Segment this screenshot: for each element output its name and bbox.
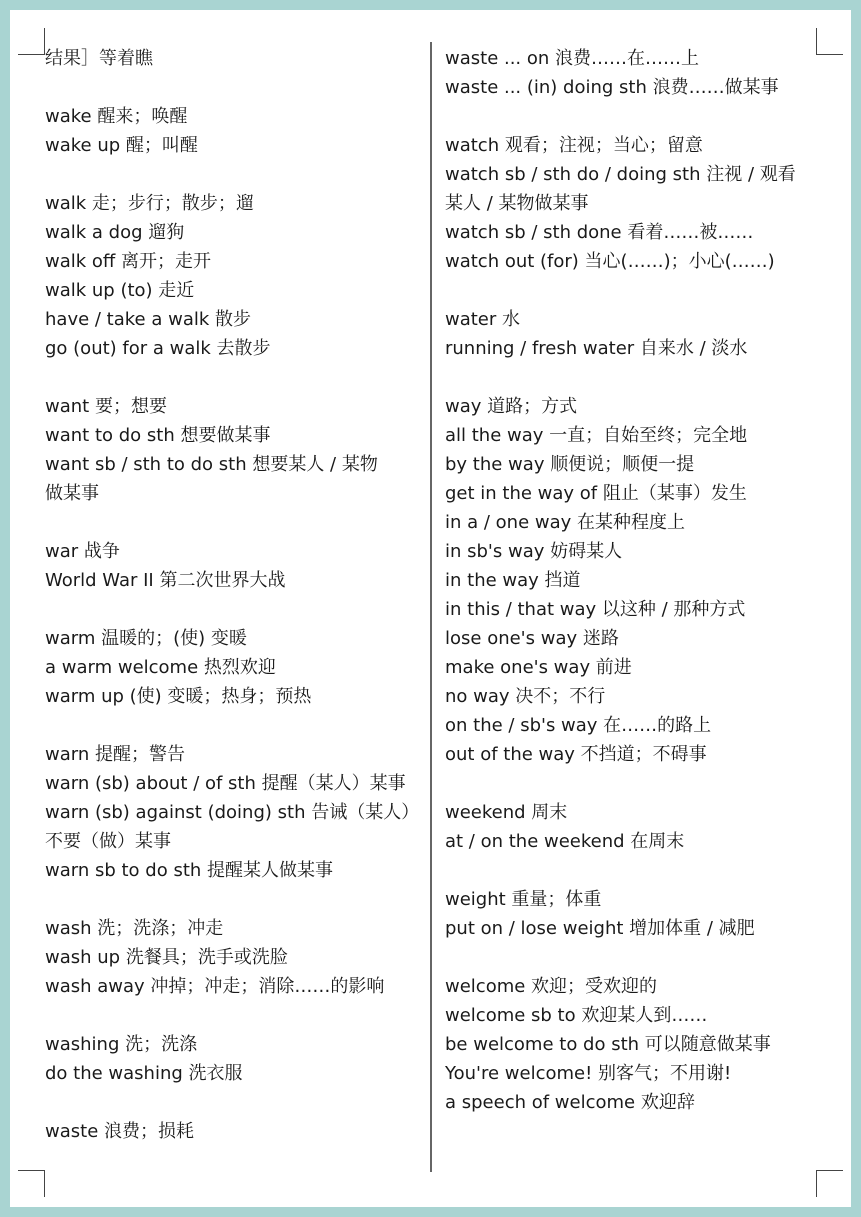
column-divider (430, 42, 432, 1172)
vocab-entry-line: waste 浪费；损耗 (45, 1121, 194, 1142)
crop-mark-top-left (18, 28, 45, 55)
vocab-entry-line: walk off 离开；走开 (45, 251, 212, 272)
entry-spacer (45, 1088, 420, 1117)
vocab-entry-line: World War II 第二次世界大战 (45, 570, 286, 591)
vocab-entry-line: waste ... on 浪费……在……上 (445, 48, 700, 69)
vocab-entry-line: warn sb to do sth 提醒某人做某事 (45, 860, 334, 881)
vocab-entry-line: watch sb / sth done 看着……被…… (445, 222, 754, 243)
vocab-entry-line: warn (sb) about / of sth 提醒（某人）某事 (45, 773, 406, 794)
crop-mark-bottom-left (18, 1170, 45, 1197)
entry-spacer (445, 363, 825, 392)
vocab-entry-line: put on / lose weight 增加体重 / 减肥 (445, 918, 755, 939)
vocab-entry-line: washing 洗；洗涤 (45, 1034, 198, 1055)
vocab-entry-line: out of the way 不挡道；不碍事 (445, 744, 707, 765)
entry-spacer (445, 276, 825, 305)
crop-mark-bottom-right (816, 1170, 843, 1197)
right-column (445, 44, 825, 1117)
entry-spacer (445, 102, 825, 131)
left-column (45, 44, 420, 1146)
vocab-entry-line: waste ... (in) doing sth 浪费……做某事 (445, 77, 779, 98)
entry-spacer (45, 1001, 420, 1030)
vocab-entry-line: war 战争 (45, 541, 120, 562)
vocab-entry-line: do the washing 洗衣服 (45, 1063, 243, 1084)
vocab-entry-line: want 要；想要 (45, 396, 167, 417)
vocab-entry-line: be welcome to do sth 可以随意做某事 (445, 1034, 771, 1055)
vocab-entry-line: a warm welcome 热烈欢迎 (45, 657, 276, 678)
vocab-entry-line: wash away 冲掉；冲走；消除……的影响 (45, 976, 385, 997)
entry-spacer (445, 769, 825, 798)
entry-spacer (45, 885, 420, 914)
vocab-entry-line: all the way 一直；自始至终；完全地 (445, 425, 748, 446)
entry-spacer (45, 711, 420, 740)
vocab-entry-line: have / take a walk 散步 (45, 309, 251, 330)
vocab-entry-line: running / fresh water 自来水 / 淡水 (445, 338, 748, 359)
vocab-entry-line: a speech of welcome 欢迎辞 (445, 1092, 695, 1113)
vocab-entry-line: by the way 顺便说；顺便一提 (445, 454, 695, 475)
vocab-entry-line: way 道路；方式 (445, 396, 578, 417)
entry-spacer (45, 508, 420, 537)
vocab-entry-line: You're welcome! 别客气；不用谢! (445, 1063, 732, 1084)
vocab-entry-line: no way 决不；不行 (445, 686, 606, 707)
vocab-entry-line: warn (sb) against (doing) sth 告诫（某人） (45, 802, 420, 823)
vocab-entry-line: weight 重量；体重 (445, 889, 602, 910)
vocab-entry-line: 某人 / 某物做某事 (445, 193, 589, 214)
vocab-entry-line: in this / that way 以这种 / 那种方式 (445, 599, 746, 620)
entry-spacer (45, 595, 420, 624)
vocab-entry-line: in sb's way 妨碍某人 (445, 541, 623, 562)
vocab-entry-line: at / on the weekend 在周末 (445, 831, 685, 852)
vocab-entry-line: wake 醒来；唤醒 (45, 106, 188, 127)
entry-spacer (445, 856, 825, 885)
vocab-entry-line: wake up 醒；叫醒 (45, 135, 198, 156)
entry-spacer (45, 160, 420, 189)
vocab-entry-line: water 水 (445, 309, 521, 330)
vocab-entry-line: welcome sb to 欢迎某人到…… (445, 1005, 708, 1026)
entry-spacer (45, 363, 420, 392)
vocab-entry-line: wash up 洗餐具；洗手或洗脸 (45, 947, 288, 968)
vocab-entry-line: want to do sth 想要做某事 (45, 425, 271, 446)
entry-spacer (45, 73, 420, 102)
document-page (10, 10, 851, 1207)
vocab-entry-line: 结果］等着瞧 (45, 48, 153, 69)
vocab-entry-line: walk up (to) 走近 (45, 280, 195, 301)
vocab-entry-line: watch out (for) 当心(……)；小心(……) (445, 251, 775, 272)
vocab-entry-line: in the way 挡道 (445, 570, 581, 591)
vocab-entry-line: wash 洗；洗涤；冲走 (45, 918, 224, 939)
vocab-entry-line: warm up (使) 变暖；热身；预热 (45, 686, 312, 707)
vocab-entry-line: want sb / sth to do sth 想要某人 / 某物 (45, 454, 378, 475)
vocab-entry-line: walk 走；步行；散步；遛 (45, 193, 254, 214)
vocab-entry-line: welcome 欢迎；受欢迎的 (445, 976, 658, 997)
vocab-entry-line: 做某事 (45, 483, 99, 504)
vocab-entry-line: warn 提醒；警告 (45, 744, 185, 765)
vocab-entry-line: watch 观看；注视；当心；留意 (445, 135, 703, 156)
vocab-entry-line: in a / one way 在某种程度上 (445, 512, 686, 533)
vocab-entry-line: 不要（做）某事 (45, 831, 171, 852)
entry-spacer (445, 943, 825, 972)
vocab-entry-line: make one's way 前进 (445, 657, 632, 678)
vocab-entry-line: get in the way of 阻止（某事）发生 (445, 483, 747, 504)
vocab-entry-line: lose one's way 迷路 (445, 628, 619, 649)
vocab-entry-line: warm 温暖的；(使) 变暖 (45, 628, 247, 649)
vocab-entry-line: walk a dog 遛狗 (45, 222, 185, 243)
vocab-entry-line: go (out) for a walk 去散步 (45, 338, 271, 359)
vocab-entry-line: weekend 周末 (445, 802, 568, 823)
vocab-entry-line: on the / sb's way 在……的路上 (445, 715, 712, 736)
vocab-entry-line: watch sb / sth do / doing sth 注视 / 观看 (445, 164, 796, 185)
